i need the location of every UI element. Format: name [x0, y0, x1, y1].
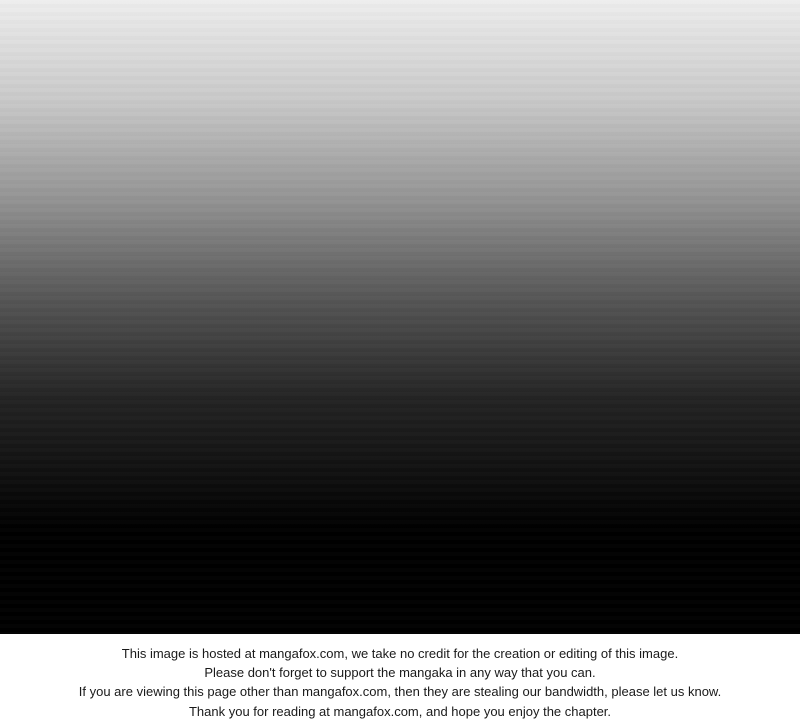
- credit-line-thanks: Thank you for reading at mangafox.com, and hope you enjoy the chapter.: [188, 703, 612, 719]
- credit-line-hosted: This image is hosted at mangafox.com, we take no credit for the creation or editing of this image.: [121, 646, 679, 661]
- credit-line-bandwidth: If you are viewing this page other than mangafox.com, then they are stealing our bandwidth, please let us know.: [78, 684, 722, 700]
- credit-footer: [0, 634, 800, 725]
- credit-line-support: Please don't forget to support the mangaka in any way that you can.: [204, 665, 596, 681]
